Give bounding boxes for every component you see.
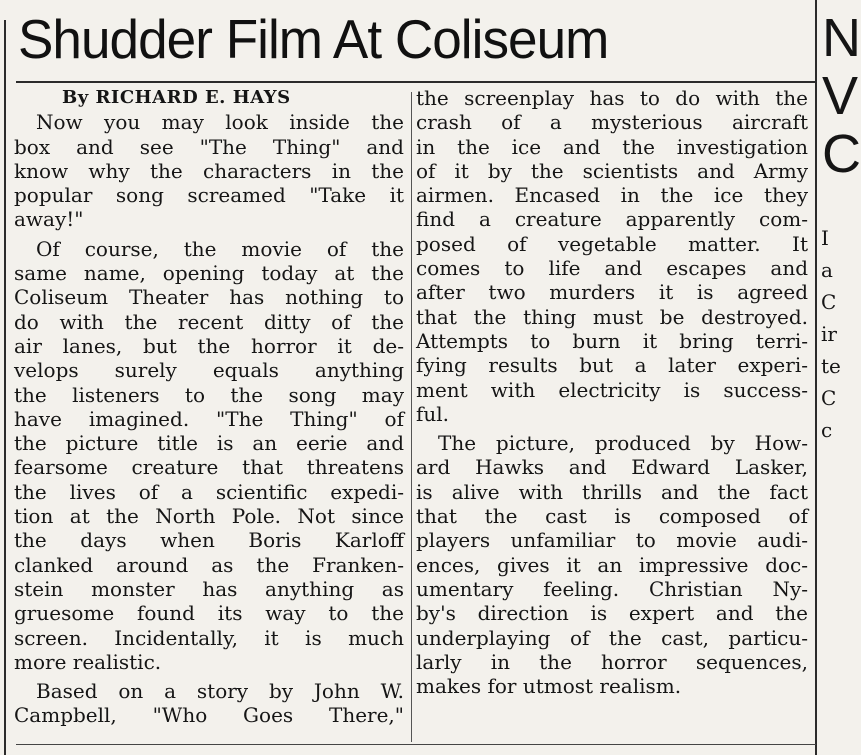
text-line: the picture title is an eerie and [14, 431, 404, 456]
text-line: velops surely equals anything [14, 358, 404, 383]
text-line: more realistic. [14, 649, 162, 674]
text-line: stein monster has anything as [14, 576, 404, 601]
text-line: the listeners to the song may [14, 382, 404, 407]
adjacent-headline-letter: N [822, 8, 861, 68]
headline: Shudder Film At Coliseum [18, 8, 609, 70]
text-line: away!" [14, 207, 84, 232]
text-line: in the ice and the investigation [416, 134, 808, 159]
text-line: that the thing must be destroyed. [416, 304, 808, 329]
adjacent-body-letter: te [821, 354, 841, 378]
text-line: airmen. Encased in the ice they [416, 183, 808, 208]
text-line: posed of vegetable matter. It [416, 231, 808, 256]
text-line: air lanes, but the horror it de- [14, 333, 404, 358]
headline-rule [16, 81, 816, 83]
adjacent-body-letter: ir [821, 322, 837, 346]
left-border-rule [4, 20, 6, 755]
adjacent-headline-letter: C [822, 124, 861, 184]
text-line: know why the characters in the [14, 158, 404, 183]
text-line: makes for utmost realism. [416, 674, 682, 699]
text-line: find a creature apparently com- [416, 207, 808, 232]
text-line: popular song screamed "Take it [14, 183, 404, 208]
text-line: fearsome creature that threatens [14, 455, 404, 480]
text-line: ment with electricity is success- [416, 377, 808, 402]
text-line: comes to life and escapes and [416, 256, 808, 281]
text-line: ful. [416, 401, 450, 426]
text-line: Now you may look inside the [36, 110, 404, 135]
text-line: gruesome found its way to the [14, 601, 404, 626]
text-line: do with the recent ditty of the [14, 309, 404, 334]
adjacent-body-letter: C [821, 290, 837, 314]
article-column-right [416, 86, 808, 698]
text-line: ard Hawks and Edward Lasker, [416, 455, 808, 480]
text-line: tion at the North Pole. Not since [14, 504, 404, 529]
text-line: have imagined. "The Thing" of [14, 406, 404, 431]
text-line: fying results but a later experi- [416, 353, 808, 378]
adjacent-body-letter: C [821, 386, 837, 410]
adjacent-body-letter: I [821, 226, 829, 250]
text-line: The picture, produced by How- [438, 431, 808, 456]
adjacent-body-letter: c [821, 418, 833, 442]
article-column-left [14, 86, 404, 728]
text-line: umentary feeling. Christian Ny- [416, 576, 808, 601]
text-line: crash of a mysterious aircraft [416, 110, 808, 135]
text-line: the screenplay has to do with the [416, 86, 808, 110]
text-line: after two murders it is agreed [416, 280, 808, 305]
text-line: by's direction is expert and the [416, 601, 808, 626]
text-line: Coliseum Theater has nothing to [14, 285, 404, 310]
text-line: clanked around as the Franken- [14, 552, 404, 577]
text-line: players unfamiliar to movie audi- [416, 528, 808, 553]
left-column-text [14, 110, 404, 727]
text-line: same name, opening today at the [14, 261, 404, 286]
text-line: Campbell, "Who Goes There," [14, 703, 404, 728]
bottom-rule [16, 744, 816, 745]
text-line: is alive with thrills and the fact [416, 479, 808, 504]
text-line: Based on a story by John W. [36, 679, 404, 704]
text-line: the days when Boris Karloff [14, 528, 404, 553]
text-line: of it by the scientists and Army [416, 158, 808, 183]
text-line: underplaying of the cast, particu- [416, 625, 808, 650]
byline: By RICHARD E. HAYS [62, 87, 291, 108]
text-line: that the cast is composed of [416, 504, 808, 529]
text-line: box and see "The Thing" and [14, 134, 404, 159]
adjacent-headline-letter: V [822, 66, 859, 126]
text-line: ences, gives it an impressive doc- [416, 552, 808, 577]
right-column-text [416, 86, 808, 698]
adjacent-body-letter: a [821, 258, 833, 282]
text-line: the lives of a scientific expedi- [14, 479, 404, 504]
column-divider [411, 92, 412, 742]
text-line: larly in the horror sequences, [416, 649, 808, 674]
adjacent-article-edge [818, 0, 861, 755]
right-border-rule [815, 0, 817, 755]
text-line: Attempts to burn it bring terri- [416, 328, 808, 353]
text-line: screen. Incidentally, it is much [14, 625, 404, 650]
text-line: Of course, the movie of the [36, 236, 404, 261]
